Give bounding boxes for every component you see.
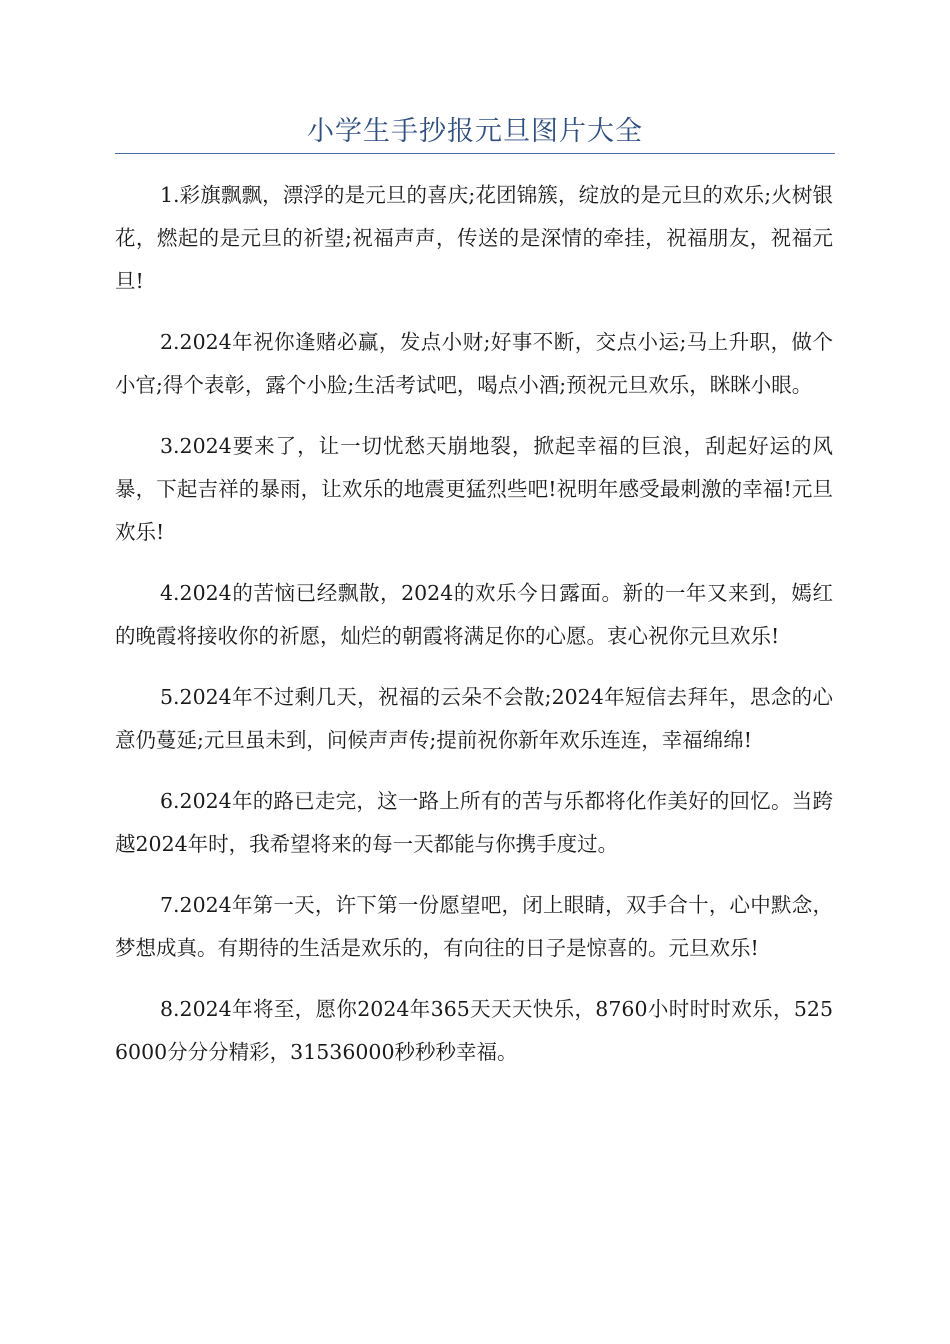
paragraph-4: 4.2024的苦恼已经飘散，2024的欢乐今日露面。新的一年又来到，嫣红的晚霞将接收你的祈愿，灿烂的朝霞将满足你的心愿。衷心祝你元旦欢乐!	[115, 581, 833, 648]
paragraph-2: 2.2024年祝你逢赌必赢，发点小财;好事不断，交点小运;马上升职，做个小官;得个表彰，露个小脸;生活考试吧，喝点小酒;预祝元旦欢乐，眯眯小眼。	[115, 330, 833, 397]
paragraph-5: 5.2024年不过剩几天，祝福的云朵不会散;2024年短信去拜年，思念的心意仍蔓延;元旦虽未到，问候声声传;提前祝你新年欢乐连连，幸福绵绵!	[115, 685, 833, 752]
paragraph-3: 3.2024要来了，让一切忧愁天崩地裂，掀起幸福的巨浪，刮起好运的风暴，下起吉祥的暴雨，让欢乐的地震更猛烈些吧!祝明年感受最刺激的幸福!元旦欢乐!	[115, 434, 833, 544]
paragraph-8: 8.2024年将至，愿你2024年365天天天快乐，8760小时时时欢乐，5256000分分分精彩，31536000秒秒秒幸福。	[115, 997, 833, 1064]
paragraph-7: 7.2024年第一天，许下第一份愿望吧，闭上眼睛，双手合十，心中默念，梦想成真。有期待的生活是欢乐的，有向往的日子是惊喜的。元旦欢乐!	[115, 893, 833, 960]
paragraph-6: 6.2024年的路已走完，这一路上所有的苦与乐都将化作美好的回忆。当跨越2024年时，我希望将来的每一天都能与你携手度过。	[115, 789, 833, 856]
paragraph-1: 1.彩旗飘飘，漂浮的是元旦的喜庆;花团锦簇，绽放的是元旦的欢乐;火树银花，燃起的是元旦的祈望;祝福声声，传送的是深情的牵挂，祝福朋友，祝福元旦!	[115, 183, 833, 293]
document-title: 小学生手抄报元旦图片大全	[307, 116, 643, 147]
document-body	[115, 174, 833, 1092]
title-underline	[115, 153, 835, 154]
